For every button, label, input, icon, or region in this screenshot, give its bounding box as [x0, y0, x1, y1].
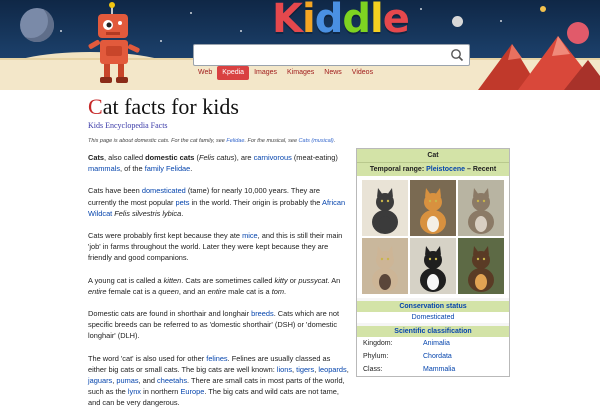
- tab-kimages[interactable]: Kimages: [287, 69, 315, 76]
- text: (: [194, 153, 199, 162]
- paragraph: [88, 152, 350, 174]
- text: (meat-eating): [291, 153, 338, 162]
- italic-text: entire: [207, 286, 227, 296]
- text: (tame) for nearly 10,000 years. They are currently the most popular: [88, 186, 320, 207]
- temporal-range-rest: – Recent: [465, 166, 497, 173]
- cat-photo-gallery: [357, 176, 509, 298]
- classification-value: [423, 365, 455, 374]
- cat-photo[interactable]: [362, 238, 408, 294]
- classification-rank: Kingdom:: [363, 340, 393, 347]
- text: male cat is a: [226, 286, 272, 296]
- logo-letters: [272, 0, 409, 42]
- cat-photo[interactable]: [458, 180, 504, 236]
- african-wildcat-link[interactable]: African Wildcat: [88, 197, 346, 218]
- temporal-range: [357, 162, 509, 176]
- article-body: [88, 152, 350, 412]
- cat-photo[interactable]: [458, 238, 504, 294]
- conservation-status-header: [357, 301, 509, 312]
- mice-link[interactable]: mice: [242, 231, 258, 241]
- classification-rank: Class:: [363, 366, 383, 373]
- text: ,: [112, 376, 117, 386]
- page-subtitle: Kids Encyclopedia Facts: [88, 121, 168, 130]
- classification-row: [357, 337, 509, 350]
- logo-letter: i: [302, 0, 315, 42]
- italic-text: queen: [158, 286, 179, 296]
- italic-text: pussycat: [298, 275, 328, 285]
- scientific-classification-header: [357, 326, 509, 337]
- classification-row: [357, 363, 509, 376]
- search-tabs: [193, 66, 378, 80]
- text: Cats were probably first kept because they ate: [88, 231, 243, 241]
- paragraph: [88, 185, 350, 219]
- text: . There are small cats in most parts of the world, such as the: [88, 376, 345, 397]
- tab-news[interactable]: News: [324, 69, 342, 76]
- infobox: [356, 148, 510, 377]
- text: ,: [314, 364, 319, 374]
- felidae-link[interactable]: Felidae: [226, 138, 245, 144]
- lynx-link[interactable]: lynx: [127, 387, 142, 397]
- infobox-title: Cat: [357, 149, 509, 162]
- text: The word 'cat' is also used for other: [88, 353, 207, 363]
- logo-letter: e: [382, 0, 409, 42]
- tab-images[interactable]: Images: [254, 69, 278, 76]
- robot-mascot: [82, 2, 146, 86]
- pleistocene-link[interactable]: Pleistocene: [426, 166, 466, 173]
- classification-value: [423, 352, 452, 361]
- text: .: [190, 164, 193, 174]
- tab-videos[interactable]: Videos: [351, 69, 374, 76]
- text: female cat is a: [106, 286, 159, 296]
- title-initial: C: [88, 94, 103, 119]
- kiddle-logo[interactable]: [272, 2, 409, 42]
- tigers-link[interactable]: tigers: [296, 364, 315, 374]
- cat-photo[interactable]: [362, 180, 408, 236]
- main-content: [88, 90, 512, 408]
- text: Cats have been: [88, 186, 142, 196]
- classification-value-link[interactable]: Mammalia: [423, 366, 456, 373]
- text: A young cat is called a: [88, 275, 164, 285]
- bold-text: Cats: [88, 153, 105, 162]
- text: .: [181, 208, 184, 218]
- classification-value-link[interactable]: Chordata: [423, 353, 452, 360]
- text: ,: [292, 364, 297, 374]
- hatnote: [88, 138, 512, 144]
- text: ), are: [234, 153, 254, 162]
- logo-letter: d: [342, 0, 370, 42]
- text: in northern: [141, 387, 181, 397]
- classification-rank: Phylum:: [363, 353, 389, 360]
- star: [190, 12, 192, 14]
- felidae-family-link[interactable]: family Felidae: [144, 164, 191, 174]
- planet-icon: [540, 6, 546, 12]
- site-header: [0, 0, 600, 90]
- text: , of the: [120, 164, 145, 174]
- domesticated-link[interactable]: domesticated: [141, 186, 186, 196]
- cat-silhouette-icon: [362, 180, 408, 236]
- cat-photo[interactable]: [410, 180, 456, 236]
- text: . The big cats and wild cats are not tame, and can be very dangerous.: [88, 387, 339, 408]
- jaguars-link[interactable]: jaguars: [88, 376, 113, 386]
- classification-value-link[interactable]: Animalia: [423, 340, 450, 347]
- cheetahs-link[interactable]: cheetahs: [157, 376, 188, 386]
- star: [160, 40, 162, 42]
- cats-musical-link[interactable]: Cats (musical): [298, 138, 334, 144]
- leopards-link[interactable]: leopards: [318, 364, 347, 374]
- text: , and this is still their main 'job' in farms throughout the world. Later they were kept because they are friendly and good companions.: [88, 231, 343, 263]
- mountains-decoration: [478, 34, 600, 90]
- italic-text: Felis silvestris lybica: [112, 208, 182, 218]
- text: . Felines are usually classed as either big cats or small cats. The big cats are well known:: [88, 353, 331, 374]
- text: . Cats which are not specific breeds can be referred to as 'domestic shorthair' (DSH) or 'domestic longhair' (DLH).: [88, 309, 340, 341]
- text: or: [287, 275, 299, 285]
- felines-link[interactable]: felines: [206, 353, 228, 363]
- paragraph: [88, 230, 350, 264]
- logo-letter: l: [370, 0, 383, 42]
- lions-link[interactable]: lions: [276, 364, 293, 374]
- logo-letter: K: [272, 0, 302, 42]
- cat-silhouette-icon: [458, 238, 504, 294]
- conservation-status-link[interactable]: Conservation status: [399, 303, 467, 310]
- text: .: [284, 286, 287, 296]
- page-title: [88, 94, 512, 120]
- europe-link[interactable]: Europe: [180, 387, 205, 397]
- mammals-link[interactable]: mammals: [88, 164, 121, 174]
- star: [240, 30, 242, 32]
- title-rest: at facts for kids: [102, 94, 239, 119]
- logo-letter: d: [314, 0, 343, 42]
- paragraph: [88, 275, 350, 297]
- planet-icon: [20, 8, 54, 42]
- text: , and: [138, 376, 158, 386]
- text: . Cats are sometimes called: [181, 275, 275, 285]
- cat-photo[interactable]: [410, 238, 456, 294]
- carnivorous-link[interactable]: carnivorous: [253, 153, 292, 162]
- tab-kpedia[interactable]: Kpedia: [217, 66, 249, 80]
- text: ,: [346, 364, 349, 374]
- text: . An: [327, 275, 341, 285]
- tab-web[interactable]: Web: [198, 69, 213, 76]
- moon-icon: [452, 16, 463, 27]
- classification-row: [357, 350, 509, 363]
- cat-silhouette-icon: [458, 180, 504, 236]
- search-bar: [193, 44, 470, 66]
- conservation-status-value: [357, 312, 509, 323]
- italic-text: Felis catus: [198, 153, 235, 162]
- hatnote-text: .: [333, 138, 336, 144]
- italic-text: tom: [271, 286, 285, 296]
- hatnote-text: . For the musical, see: [244, 138, 299, 144]
- pumas-link[interactable]: pumas: [116, 376, 139, 386]
- search-input[interactable]: [194, 45, 442, 65]
- hatnote-text: This page is about domestic cats. For the cat family, see: [88, 138, 227, 144]
- domesticated-status-link[interactable]: Domesticated: [411, 314, 455, 321]
- italic-text: entire: [88, 286, 107, 296]
- text: in the world. Their origin is probably the: [189, 197, 323, 207]
- temporal-range-label: Temporal range:: [369, 166, 427, 173]
- cat-silhouette-icon: [410, 238, 456, 294]
- star: [60, 30, 62, 32]
- text: Domestic cats are found in shorthair and longhair: [88, 309, 252, 319]
- classification-table: [357, 337, 509, 376]
- paragraph: [88, 308, 350, 342]
- magnifier-icon[interactable]: [450, 48, 464, 62]
- text: , and an: [178, 286, 208, 296]
- star: [500, 20, 502, 22]
- scientific-classification-link[interactable]: Scientific classification: [394, 328, 472, 335]
- text: , also called: [104, 153, 146, 162]
- star: [420, 8, 422, 10]
- italic-text: kitten: [163, 275, 182, 285]
- cat-silhouette-icon: [410, 180, 456, 236]
- bold-text: domestic cats: [145, 153, 195, 162]
- classification-value: [423, 339, 450, 348]
- paragraph: [88, 353, 350, 409]
- breeds-link[interactable]: breeds: [251, 309, 274, 319]
- pets-link[interactable]: pets: [175, 197, 190, 207]
- cat-silhouette-icon: [362, 238, 408, 294]
- italic-text: kitty: [274, 275, 288, 285]
